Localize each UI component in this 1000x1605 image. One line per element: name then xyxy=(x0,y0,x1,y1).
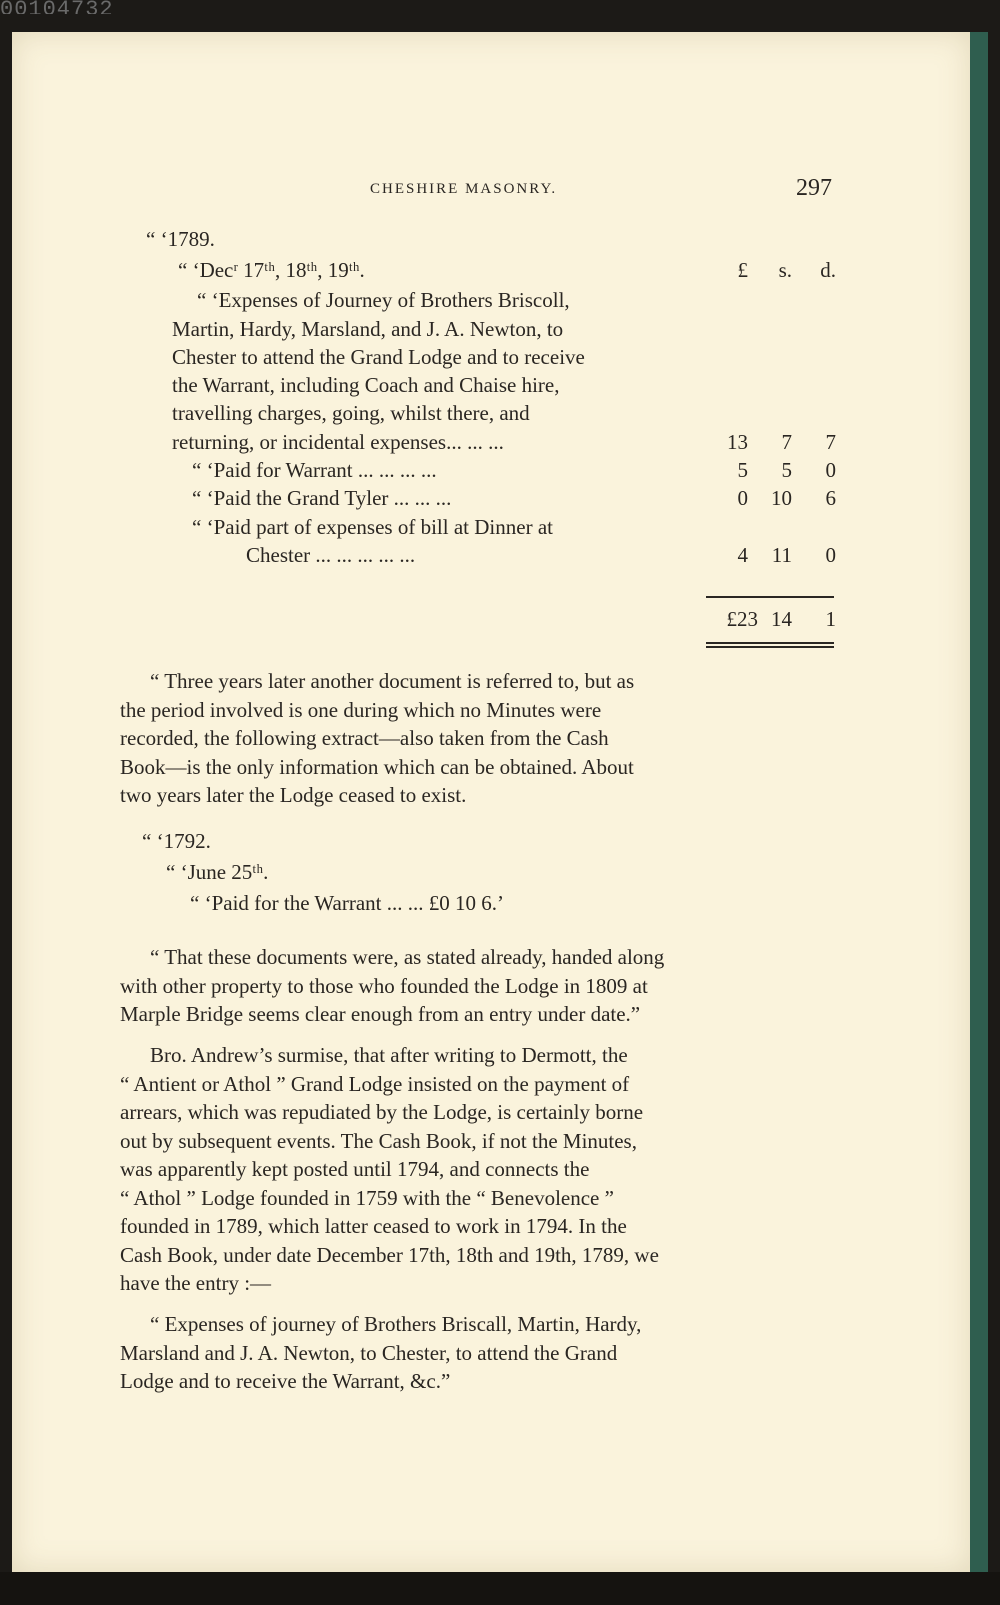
amount-shillings: 10 xyxy=(771,486,792,510)
sum-rule xyxy=(706,596,834,598)
text-line: “ Three years later another document is referred to, but as xyxy=(150,669,635,693)
amount-shillings: 7 xyxy=(781,430,792,454)
expense-line: Chester to attend the Grand Lodge and to receive xyxy=(172,345,585,369)
text-line: was apparently kept posted until 1794, and connects the xyxy=(120,1157,590,1181)
text-line: the period involved is one during which no Minutes were xyxy=(120,697,602,722)
text-line: with other property to those who founded the Lodge in 1809 at xyxy=(120,973,648,998)
text-line: have the entry :— xyxy=(120,1271,272,1295)
col-head-pence: d. xyxy=(820,258,836,282)
total-pounds: £23 xyxy=(726,607,758,631)
text-line: founded in 1789, which latter ceased to work in 1794. In the xyxy=(120,1214,627,1238)
text-line: “ That these documents were, as stated already, handed along xyxy=(150,945,665,969)
text-line: Marsland and J. A. Newton, to Chester, to attend the Grand xyxy=(120,1340,618,1365)
warrant-payment-line: “ ‘Paid for the Warrant ... ... £0 10 6.’ xyxy=(190,891,505,915)
amount-pence: 7 xyxy=(825,430,836,454)
scan-label: 00104732 xyxy=(0,0,114,14)
text-line: Lodge and to receive the Warrant, &c.” xyxy=(120,1369,451,1393)
expense-line: “ ‘Paid the Grand Tyler ... ... ... xyxy=(192,486,452,510)
entry-year-1792: “ ‘1792. xyxy=(142,829,211,853)
scan-bottom-band xyxy=(0,1572,1000,1605)
text-line: Marple Bridge seems clear enough from an entry under date.” xyxy=(120,1002,641,1026)
amount-pence: 0 xyxy=(825,543,836,567)
entry-date-1792: “ ‘June 25ᵗʰ. xyxy=(166,860,269,884)
text-line: out by subsequent events. The Cash Book, if not the Minutes, xyxy=(120,1128,637,1153)
expense-line: the Warrant, including Coach and Chaise hire, xyxy=(172,373,560,397)
text-line: two years later the Lodge ceased to exist. xyxy=(120,783,467,807)
expense-line: Martin, Hardy, Marsland, and J. A. Newton, to xyxy=(172,317,564,341)
amount-shillings: 5 xyxy=(781,458,792,482)
amount-pence: 6 xyxy=(825,486,836,510)
expense-line: returning, or incidental expenses... ... ... xyxy=(172,430,504,454)
text-line: “ Antient or Athol ” Grand Lodge insisted on the payment of xyxy=(120,1071,630,1096)
total-pence: 1 xyxy=(825,607,836,631)
text-line: Book—is the only information which can be obtained. About xyxy=(120,754,634,779)
entry-date-1789: “ ‘Decʳ 17ᵗʰ, 18ᵗʰ, 19ᵗʰ. xyxy=(178,258,365,282)
expense-line: “ ‘Paid for Warrant ... ... ... ... xyxy=(192,458,437,482)
text-line: recorded, the following extract—also taken from the Cash xyxy=(120,726,609,750)
col-head-pounds: £ xyxy=(737,258,748,282)
paragraph-andrews-surmise xyxy=(120,1041,834,1298)
page-edge xyxy=(970,32,988,1572)
col-head-shillings: s. xyxy=(778,258,792,282)
text-line: arrears, which was repudiated by the Lodge, is certainly borne xyxy=(120,1100,644,1124)
paragraph-expenses-quote xyxy=(120,1310,834,1396)
text-line: Bro. Andrew’s surmise, that after writing to Dermott, the xyxy=(150,1043,628,1067)
expense-line: Chester ... ... ... ... ... xyxy=(246,543,416,567)
amount-pounds: 4 xyxy=(737,543,748,567)
total-double-rule-top xyxy=(706,642,834,644)
entry-year-1789: “ ‘1789. xyxy=(146,227,215,251)
total-shillings: 14 xyxy=(771,607,792,631)
amount-shillings: 11 xyxy=(771,543,792,567)
paragraph-documents-handed xyxy=(120,943,834,1029)
amount-pounds: 13 xyxy=(727,430,748,454)
text-line: “ Expenses of journey of Brothers Briscall, Martin, Hardy, xyxy=(150,1312,642,1336)
expense-line: “ ‘Expenses of Journey of Brothers Briscoll, xyxy=(197,288,570,312)
total-double-rule-bottom xyxy=(706,646,834,648)
expense-line: “ ‘Paid part of expenses of bill at Dinner at xyxy=(192,515,553,539)
text-line: “ Athol ” Lodge founded in 1759 with the “ Benevolence ” xyxy=(120,1185,614,1210)
page-number: 297 xyxy=(796,175,832,201)
amount-pounds: 0 xyxy=(737,486,748,510)
paragraph-three-years-later xyxy=(120,667,834,810)
amount-pence: 0 xyxy=(825,458,836,482)
expense-line: travelling charges, going, whilst there, and xyxy=(172,401,530,425)
text-line: Cash Book, under date December 17th, 18th and 19th, 1789, we xyxy=(120,1242,659,1267)
amount-pounds: 5 xyxy=(737,458,748,482)
running-title: CHESHIRE MASONRY. xyxy=(370,181,558,197)
